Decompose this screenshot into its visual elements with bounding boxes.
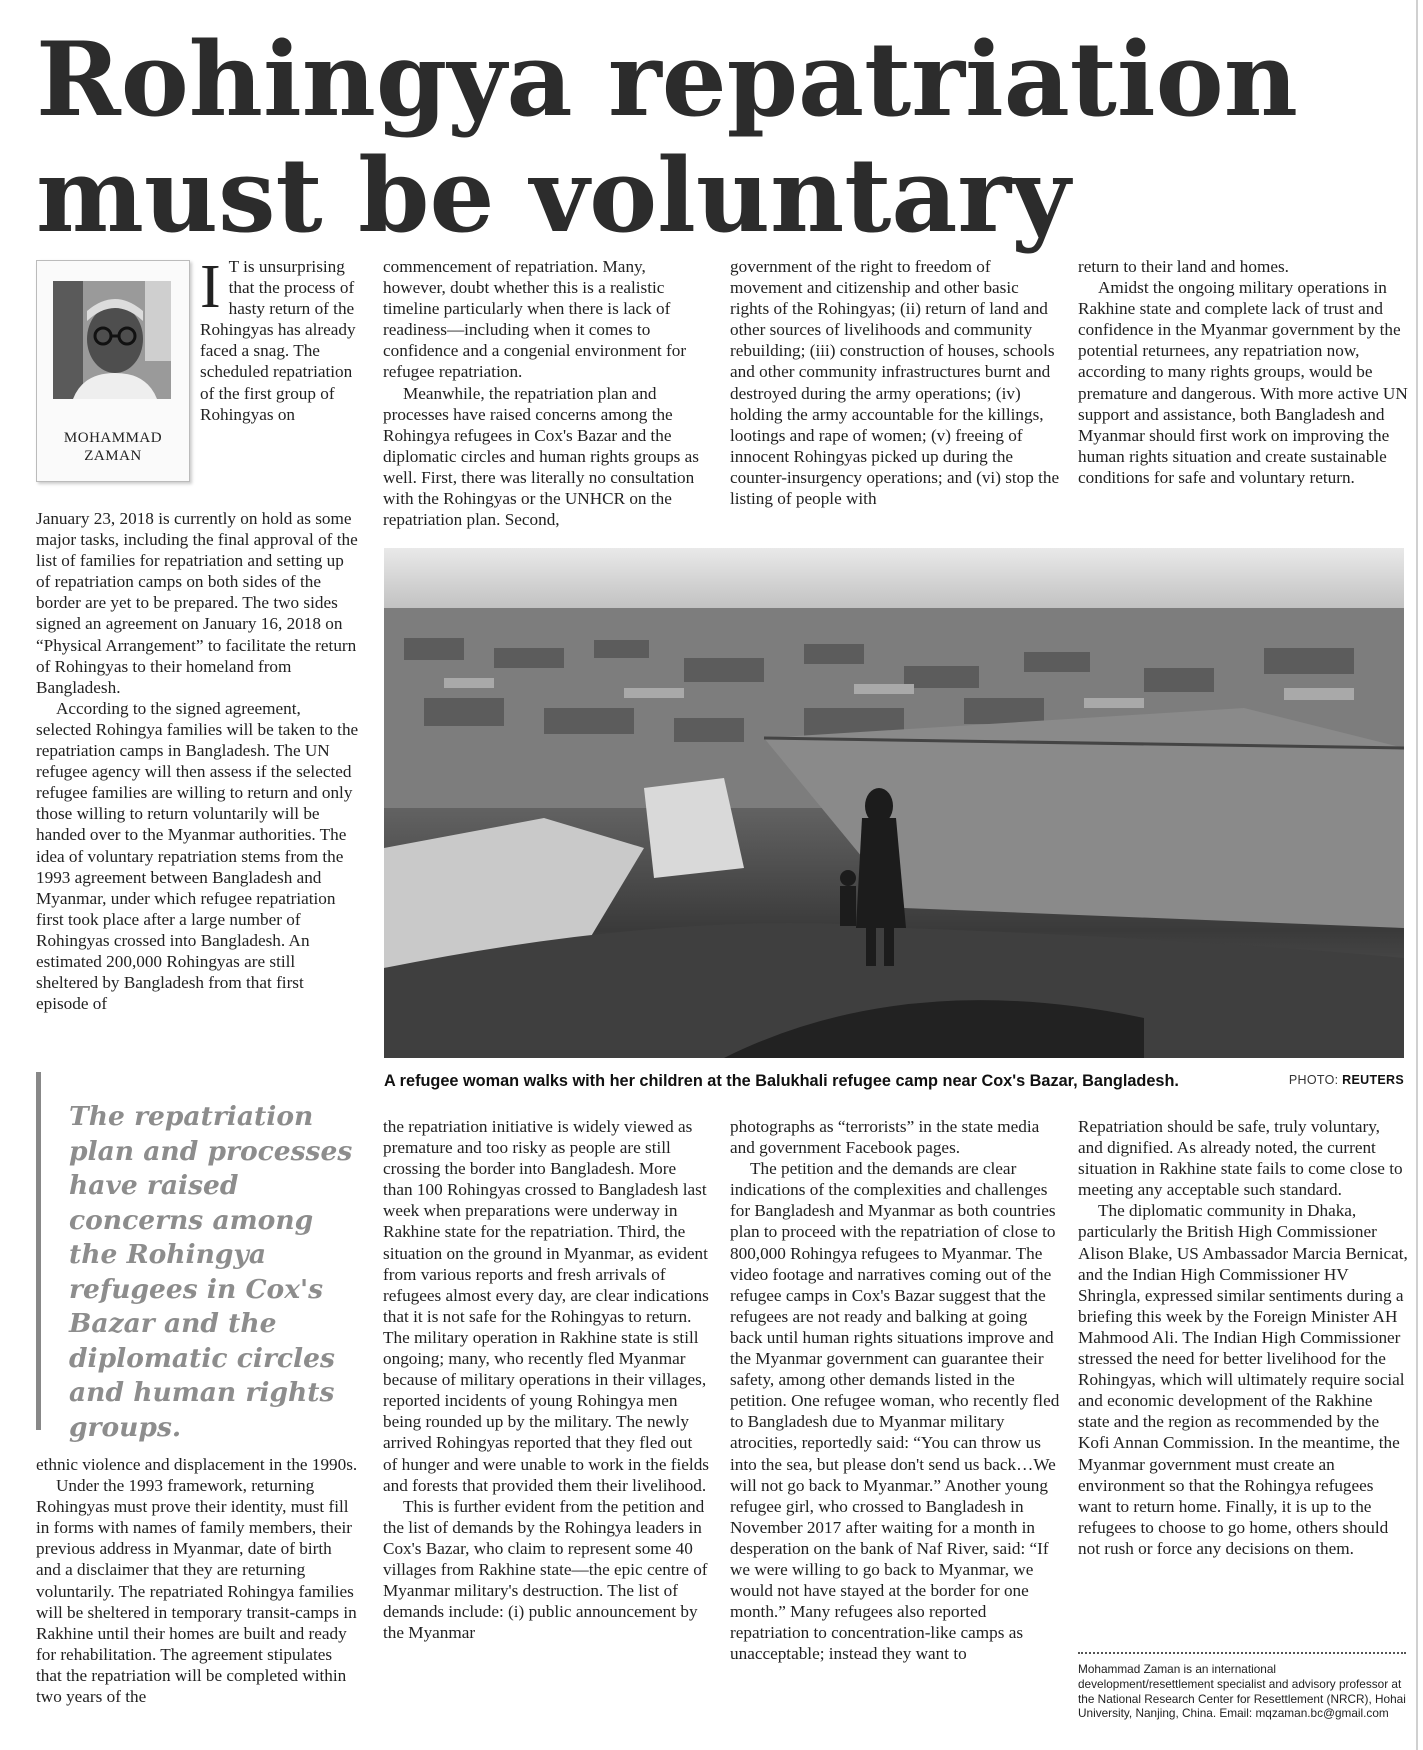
paragraph: According to the signed agreement, selected Rohingya families will be taken to the repatriation camps in Bangladesh. The UN refugee agency will then assess if the selected refugee families are willing to return and only those willing to return voluntarily will be handed over to the Myanmar authorities. The idea of voluntary repatriation stems from the 1993 agreement between Bangladesh and Myanmar, under which refugee repatriation first took place after a large number of Rohingyas crossed into Bangladesh. An estimated 200,000 Rohingyas are still sheltered by Bangladesh from that first episode of <box>36 698 359 1014</box>
paragraph: The petition and the demands are clear indications of the complexities and challenges for Bangladesh and Myanmar as both countries plan to proceed with the repatriation of close to 800,000 Rohingya refugees to Myanmar. The video footage and narratives coming out of the refugee camps in Cox's Bazar suggest that the refugees are not ready and balking at going back until human rights situations improve and the Myanmar government can guarantee their safety, among other demands listed in the petition. One refugee woman, who recently fled to Bangladesh due to Myanmar military atrocities, reportedly said: “You can throw us into the sea, but please don't send us back…We will not go back to Myanmar.” Another young refugee girl, who crossed to Bangladesh in November 2017 after waiting for a month in desperation on the bank of Naf River, said: “If we were willing to go back to Myanmar, we would not have stayed at the border for one month.” Many refugees also reported repatriation to concentration-like camps as unacceptable; instead they want to <box>730 1159 1060 1664</box>
author-bio: Mohammad Zaman is an international development/resettlement specialist and advisory professor at the National Research Center for Resettlement (NRCR), Hohai University, Nanjing, China. Email: mqzaman.bc@gmail.com <box>1078 1662 1406 1721</box>
column-4-top <box>1078 256 1408 488</box>
paragraph: ethnic violence and displacement in the 1990s. <box>36 1455 358 1474</box>
paragraph: January 23, 2018 is currently on hold as some major tasks, including the final approval of the list of families for repatriation and setting up of repatriation camps on both sides of the border are yet to be prepared. The two sides signed an agreement on January 16, 2018 on “Physical Arrangement” to facilitate the return of Rohingyas to their homeland from Bangladesh. <box>36 509 358 697</box>
paragraph: The diplomatic community in Dhaka, particularly the British High Commissioner Alison Blake, US Ambassador Marcia Bernicat, and the Indian High Commissioner HV Shringla, expressed similar sentiments during a briefing this week by the Foreign Minister AH Mahmood Ali. The Indian High Commissioner stressed the need for better livelihood for the Rohingyas, which will ultimately require social and economic development of the Rakhine state and the region as recommended by the Kofi Annan Commission. In the meantime, the Myanmar government must create an environment so that the Rohingya refugees want to return home. Finally, it is up to the refugees to choose to go home, others should not rush or force any decisions on them. <box>1078 1201 1408 1558</box>
paragraph: the repatriation initiative is widely viewed as premature and too risky as people are still crossing the border into Bangladesh. More than 100 Rohingyas crossed to Bangladesh last week when preparations were underway in Rakhine state for the repatriation. Third, the situation on the ground in Myanmar, as evident from various reports and fresh arrivals of refugees almost every day, are clear indications that it is not safe for the Rohingyas to return. The military operation in Rakhine state is still ongoing; many, who recently fled Myanmar because of military operations in their villages, reported incidents of young Rohingya men being rounded up by the military. The newly arrived Rohingyas reported that they fled out of hunger and were unable to work in the fields and forests that provided them their livelihood. <box>383 1117 709 1495</box>
column-4-bottom <box>1078 1116 1408 1559</box>
paragraph: commencement of repatriation. Many, however, doubt whether this is a realistic timeline particularly when there is lack of readiness—including when it comes to confidence and a congenial environment for refugee repatriation. <box>383 257 687 382</box>
headline <box>36 22 1336 254</box>
photo-credit-source: REUTERS <box>1342 1073 1404 1087</box>
paragraph: Meanwhile, the repatriation plan and processes have raised concerns among the Rohingya refugees in Cox's Bazar and the diplomatic circles and human rights groups as well. First, there was literally no consultation with the Rohingyas or the UNHCR on the repatriation plan. Second, <box>383 383 699 530</box>
author-first-name: MOHAMMAD <box>63 430 163 446</box>
pull-quote-text: The repatriation plan and processes have raised concerns among the Rohingya refugees in Cox's Bazar and the diplomatic circles and human rights groups. <box>69 1101 353 1443</box>
column-3-top <box>730 256 1060 509</box>
pull-quote <box>36 1072 363 1443</box>
author-photo <box>53 281 171 399</box>
paragraph: Under the 1993 framework, returning Rohingyas must prove their identity, must fill in forms with names of family members, their previous address in Myanmar, date of birth and a disclaimer that they are returning voluntarily. The repatriated Rohingya families will be sheltered in temporary transit-camps in Rakhine until their homes are built and ready for rehabilitation. The agreement stipulates that the repatriation will be completed within two years of the <box>36 1476 357 1707</box>
author-box <box>36 260 190 482</box>
column-3-bottom <box>730 1116 1060 1664</box>
column-2-bottom <box>383 1116 709 1643</box>
paragraph: This is further evident from the petition and the list of demands by the Rohingya leaders in Cox's Bazar, who claim to represent some 40 villages from Rakhine state—the epic centre of Myanmar military's destruction. The list of demands include: (i) public announcement by the Myanmar <box>383 1496 708 1643</box>
article-photo <box>384 548 1404 1058</box>
paragraph: Repatriation should be safe, truly voluntary, and dignified. As already noted, the current situation in Rakhine state fails to come close to meeting any acceptable such standard. <box>1078 1117 1403 1200</box>
headline-line-1: Rohingya repatriation <box>36 20 1298 140</box>
column-1-body <box>36 508 360 1014</box>
author-last-name: ZAMAN <box>84 448 142 464</box>
paragraph: return to their land and homes. <box>1078 257 1289 276</box>
author-portrait-image <box>53 281 171 399</box>
paragraph: Amidst the ongoing military operations in Rakhine state and complete lack of trust and confidence in the Myanmar government by the potential returnees, any repatriation now, according to many rights groups, would be premature and dangerous. With more active UN support and assistance, both Bangladesh and Myanmar should first work on improving the human rights situation and create sustainable conditions for safe and voluntary return. <box>1078 278 1408 487</box>
intro-text: T is unsurprising that the process of hasty return of the Rohingyas has already faced a snag. The scheduled repatriation of the first group of Rohingyas on <box>200 257 356 424</box>
photo-credit-label: PHOTO: <box>1288 1073 1339 1087</box>
paragraph: government of the right to freedom of movement and citizenship and other basic rights of the Rohingyas; (ii) return of land and other sources of livelihoods and community rebuilding; (iii) construction of houses, schools and other community infrastructures burnt and destroyed during the army operations; (iv) holding the army accountable for the killings, lootings and rape of women; (v) freeing of innocent Rohingyas picked up during the counter-insurgency operations; and (vi) stop the listing of people with <box>730 257 1060 509</box>
column-1-bottom <box>36 1454 360 1707</box>
page-edge-rule <box>1416 0 1418 1750</box>
bio-divider <box>1078 1652 1406 1654</box>
refugee-camp-image <box>384 548 1404 1058</box>
headline-line-2: must be voluntary <box>36 136 1071 256</box>
drop-cap: I <box>200 253 221 321</box>
photo-caption: A refugee woman walks with her children at the Balukhali refugee camp near Cox's Bazar, Bangladesh. <box>384 1072 1179 1090</box>
author-byline <box>37 429 189 465</box>
column-2-top <box>383 256 709 530</box>
column-1-intro <box>200 253 360 425</box>
paragraph: photographs as “terrorists” in the state media and government Facebook pages. <box>730 1117 1040 1158</box>
photo-credit <box>1250 1073 1404 1087</box>
